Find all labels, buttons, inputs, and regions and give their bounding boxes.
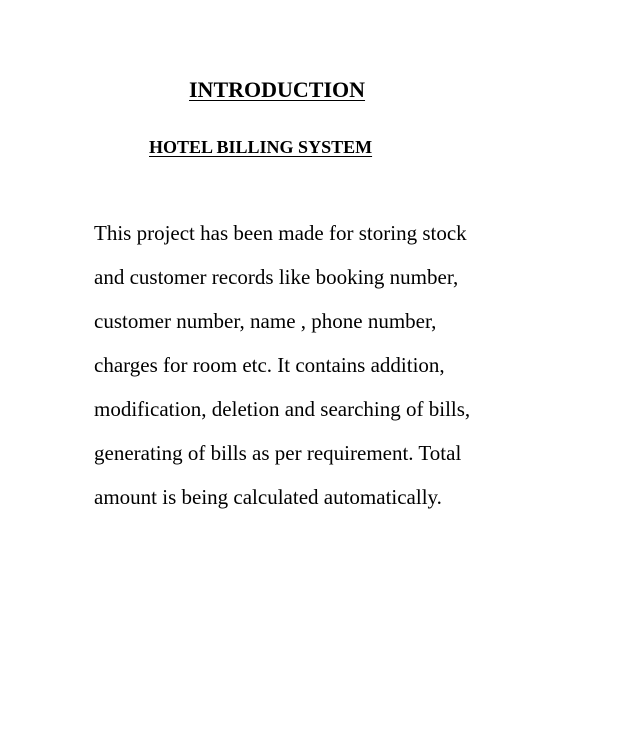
paragraph-line: customer number, name , phone number, — [94, 309, 437, 333]
paragraph-line: This project has been made for storing stock — [94, 221, 467, 245]
document-subtitle: HOTEL BILLING SYSTEM — [149, 137, 373, 157]
paragraph-line: amount is being calculated automatically. — [94, 485, 442, 509]
paragraph-line: modification, deletion and searching of bills, — [94, 397, 471, 421]
intro-paragraph — [94, 219, 614, 527]
paragraph-line: generating of bills as per requirement. Total — [94, 441, 462, 465]
document-title: INTRODUCTION — [189, 77, 366, 102]
paragraph-line: charges for room etc. It contains addition, — [94, 353, 445, 377]
paragraph-line: and customer records like booking number, — [94, 265, 459, 289]
